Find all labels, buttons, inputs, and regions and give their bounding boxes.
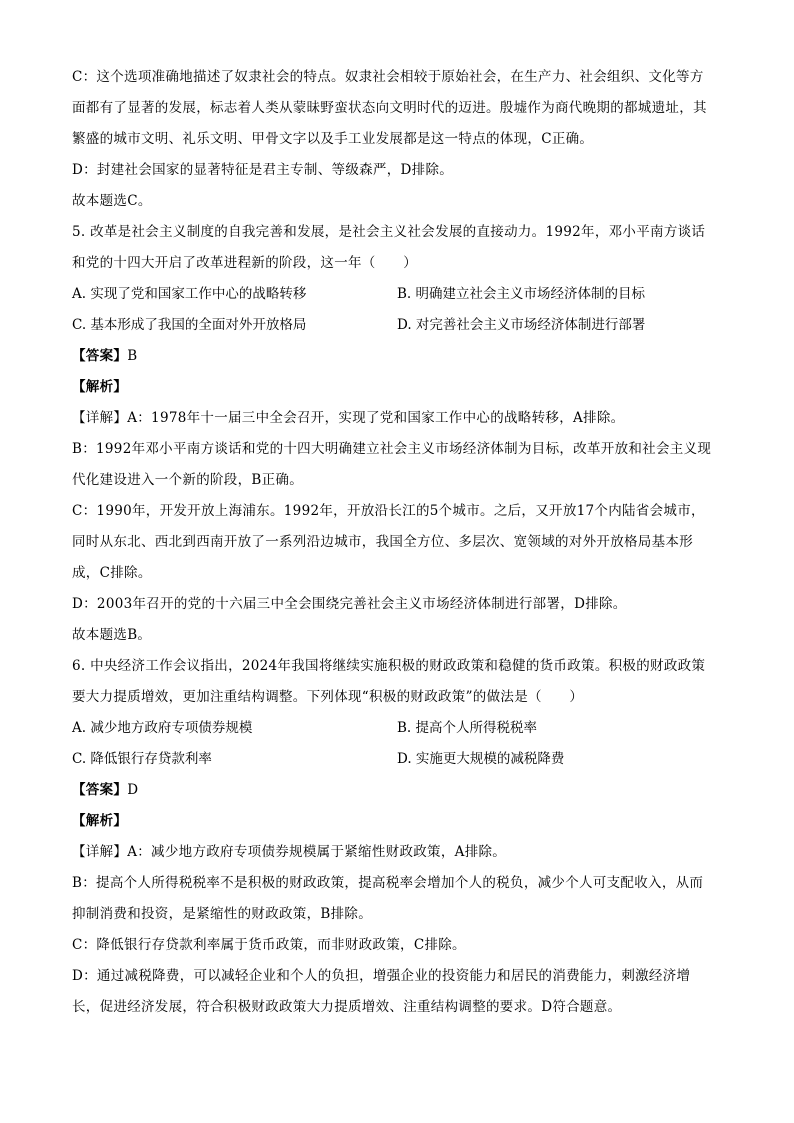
question-5-detail-d: D：2003年召开的党的十六届三中全会围绕完善社会主义市场经济体制进行部署，D排除。 xyxy=(72,596,627,612)
question-6-detail-c: C：降低银行存贷款利率属于货币政策，而非财政政策，C排除。 xyxy=(72,937,466,953)
question-5-options-row xyxy=(72,310,722,341)
question-5-option-c: C. 基本形成了我国的全面对外开放格局 xyxy=(72,317,307,333)
question-6-analysis-heading xyxy=(72,806,722,837)
question-5-detail-c: C：1990年，开发开放上海浦东。1992年，开放沿长江的5个城市。之后，又开放17个内陆省会城市， xyxy=(72,503,705,519)
question-5-detail-b: B：1992年邓小平南方谈话和党的十四大明确建立社会主义市场经济体制为目标，改革开放和社会主义现 xyxy=(72,441,712,457)
question-6-detail-a xyxy=(72,837,722,868)
question-5-detail-b: 代化建设进入一个新的阶段，B正确。 xyxy=(72,472,304,488)
question-5-detail-c: 同时从东北、西北到西南开放了一系列沿边城市，我国全方位、多层次、宽领域的对外开放格局基本形 xyxy=(72,534,693,550)
question-5-detail-a xyxy=(72,403,722,434)
conclusion-line: 故本题选C。 xyxy=(72,193,152,209)
question-6-option-b: B. 提高个人所得税税率 xyxy=(397,720,538,736)
detail-tag: 【详解】 xyxy=(72,410,128,426)
analysis-tag: 【解析】 xyxy=(72,813,128,829)
detail-text: A：1978年十一届三中全会召开，实现了党和国家工作中心的战略转移，A排除。 xyxy=(127,410,625,426)
question-6-options-row xyxy=(72,713,722,744)
question-5-option-a: A. 实现了党和国家工作中心的战略转移 xyxy=(72,286,307,302)
question-6-detail-b: 抑制消费和投资，是紧缩性的财政政策，B排除。 xyxy=(72,906,373,922)
question-5-detail-c: 成，C排除。 xyxy=(72,565,152,581)
question-5-option-d: D. 对完善社会主义市场经济体制进行部署 xyxy=(397,317,646,333)
option-c-analysis-line: C：这个选项准确地描述了奴隶社会的特点。奴隶社会相较于原始社会，在生产力、社会组织、文化等方 xyxy=(72,69,704,85)
question-6-option-c: C. 降低银行存贷款利率 xyxy=(72,751,212,767)
question-6-option-d: D. 实施更大规模的减税降费 xyxy=(397,751,565,767)
option-c-analysis-line: 繁盛的城市文明、礼乐文明、甲骨文字以及手工业发展都是这一特点的体现，C正确。 xyxy=(72,131,594,147)
question-6-option-a: A. 减少地方政府专项债券规模 xyxy=(72,720,253,736)
option-c-analysis-line: 面都有了显著的发展，标志着人类从蒙昧野蛮状态向文明时代的迈进。殷墟作为商代晚期的都城遗址，其 xyxy=(72,100,707,116)
analysis-tag: 【解析】 xyxy=(72,379,128,395)
detail-text: A：减少地方政府专项债券规模属于紧缩性财政政策，A排除。 xyxy=(127,844,507,860)
option-d-analysis-line: D：封建社会国家的显著特征是君主专制、等级森严，D排除。 xyxy=(72,162,454,178)
question-6-options-row xyxy=(72,744,722,775)
document-page xyxy=(72,62,722,1023)
question-6-stem: 要大力提质增效，更加注重结构调整。下列体现“积极的财政政策”的做法是（ ） xyxy=(72,689,584,705)
question-6-detail-d: 长，促进经济发展，符合积极财政政策大力提质增效、注重结构调整的要求。D符合题意。 xyxy=(72,999,622,1015)
question-5-answer xyxy=(72,341,722,372)
question-5-options-row xyxy=(72,279,722,310)
question-6-detail-d: D：通过减税降费，可以减轻企业和个人的负担，增强企业的投资能力和居民的消费能力，刺激经济增 xyxy=(72,968,691,984)
question-5-conclusion: 故本题选B。 xyxy=(72,627,152,643)
answer-tag: 【答案】 xyxy=(72,782,128,798)
answer-value: D xyxy=(127,782,139,798)
detail-tag: 【详解】 xyxy=(72,844,128,860)
question-6-answer xyxy=(72,775,722,806)
question-6-stem: 6. 中央经济工作会议指出，2024年我国将继续实施积极的财政政策和稳健的货币政策。积极的财政政策 xyxy=(72,658,706,674)
question-6-detail-b: B：提高个人所得税税率不是积极的财政政策，提高税率会增加个人的税负，减少个人可支配收入，从而 xyxy=(72,875,704,891)
answer-tag: 【答案】 xyxy=(72,348,128,364)
answer-value: B xyxy=(127,348,138,364)
question-5-stem: 5. 改革是社会主义制度的自我完善和发展，是社会主义社会发展的直接动力。1992年，邓小平南方谈话 xyxy=(72,224,706,240)
question-5-option-b: B. 明确建立社会主义市场经济体制的目标 xyxy=(397,286,646,302)
question-5-stem: 和党的十四大开启了改革进程新的阶段，这一年（ ） xyxy=(72,255,417,271)
question-5-analysis-heading xyxy=(72,372,722,403)
